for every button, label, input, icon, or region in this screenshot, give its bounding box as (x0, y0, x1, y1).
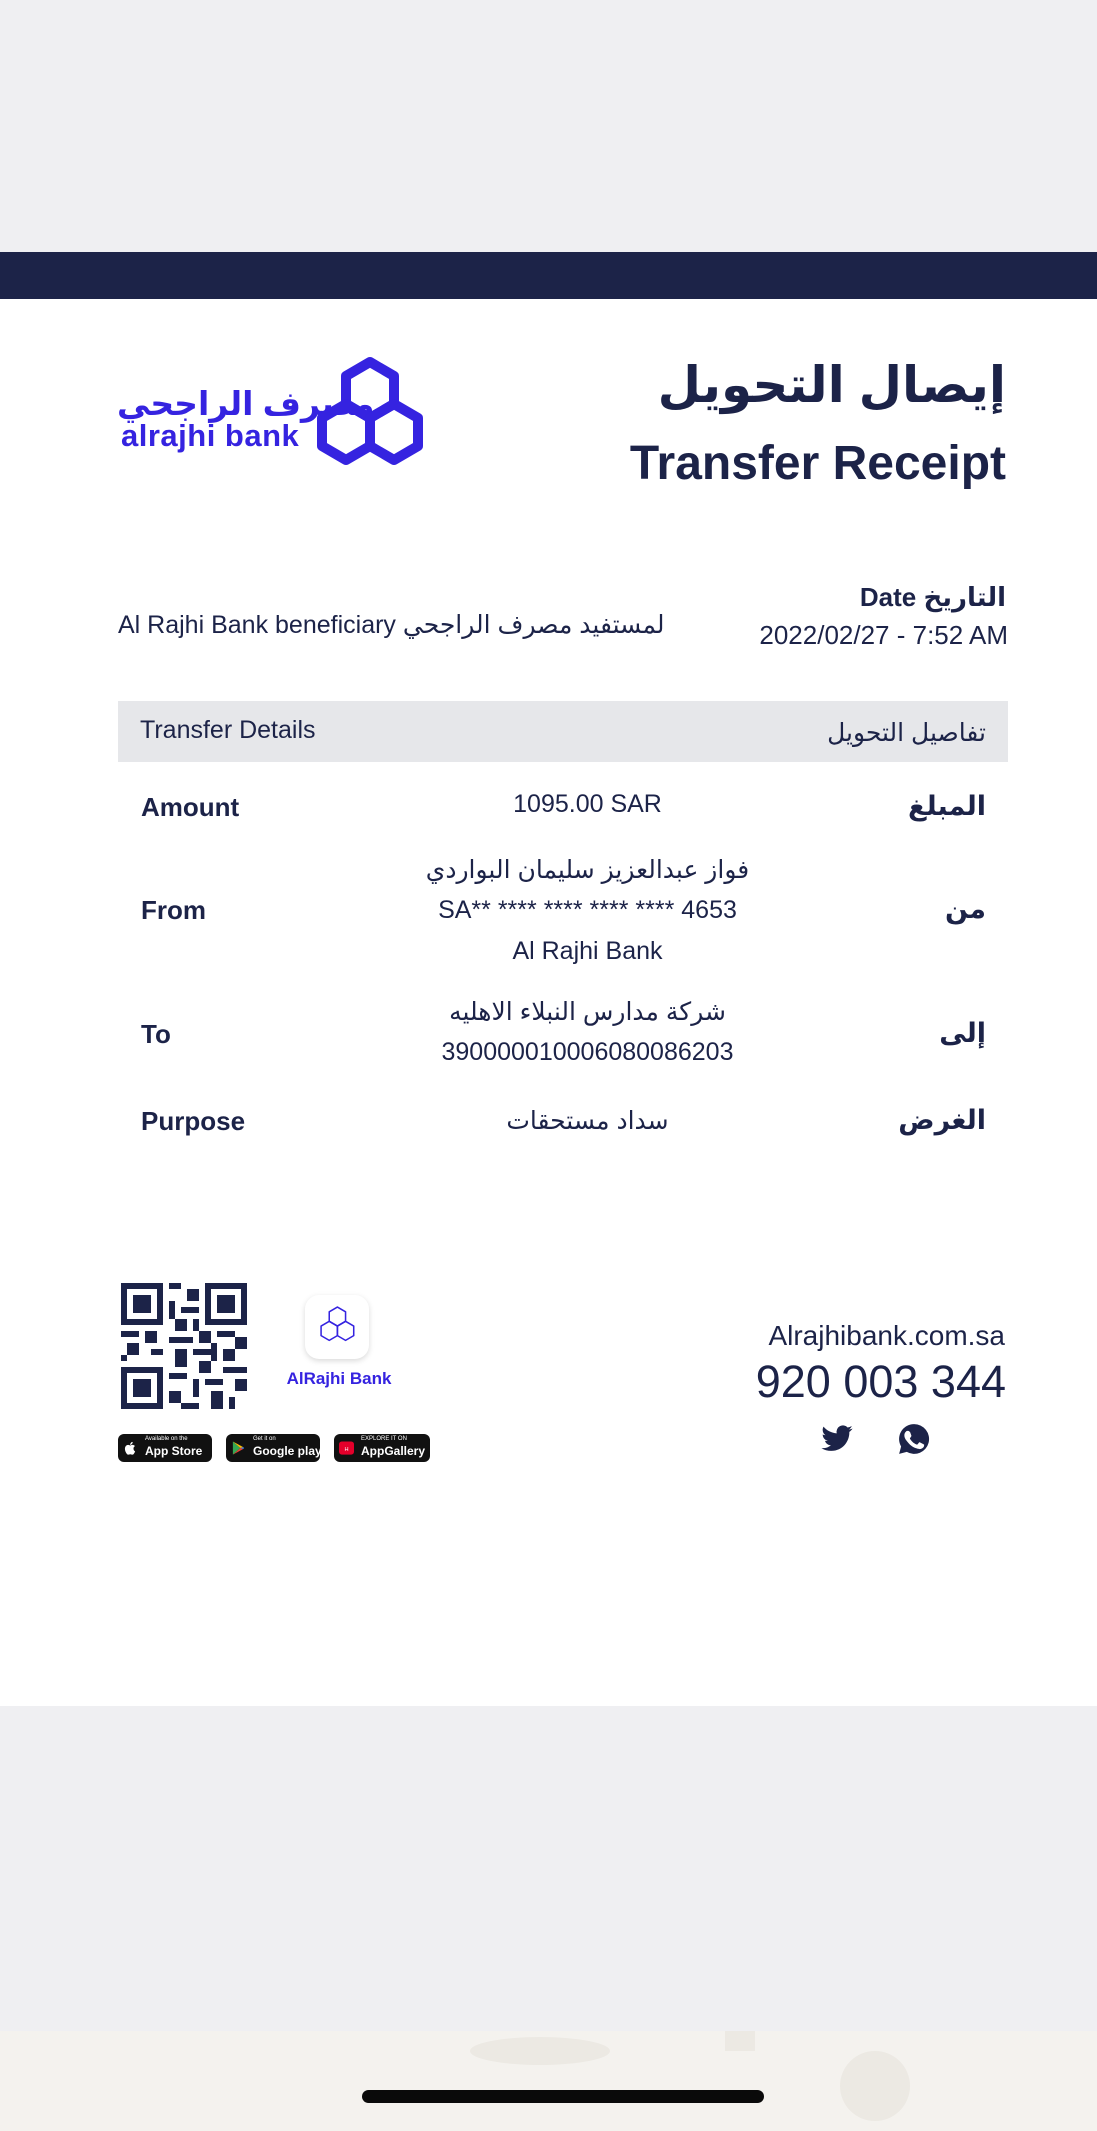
transfer-details-title-english: Transfer Details (140, 716, 316, 744)
amount-label-arabic: المبلغ (908, 791, 986, 821)
apple-icon (123, 1440, 138, 1456)
bank-phone-number[interactable]: 920 003 344 (755, 1356, 1006, 1407)
app-name-label: AlRajhi Bank (286, 1369, 392, 1388)
receipt-title-arabic: إيصال التحويل (657, 357, 1006, 413)
to-account-number: 390000010006080086203 (441, 1038, 734, 1066)
date-value: 2022/02/27 - 7:52 AM (759, 620, 1008, 650)
alrajhi-app-icon[interactable] (305, 1295, 369, 1359)
receipt-title-english: Transfer Receipt (629, 437, 1006, 490)
google-play-small-text: Get it on (253, 1436, 276, 1442)
alrajhi-logo-icon (310, 356, 430, 470)
purpose-label-arabic: الغرض (898, 1105, 986, 1135)
from-label-arabic: من (944, 894, 986, 924)
google-play-icon (231, 1440, 246, 1456)
bank-website[interactable]: Alrajhibank.com.sa (768, 1320, 1005, 1351)
receipt-top-bar (0, 252, 1097, 299)
home-indicator[interactable] (362, 2090, 764, 2103)
from-label-english: From (141, 895, 206, 925)
from-account-name: فواز عبدالعزيز سليمان البواردي (425, 856, 750, 884)
transfer-details-title-arabic: تفاصيل التحويل (827, 719, 986, 747)
alrajhi-app-logo-icon (305, 1295, 369, 1359)
app-gallery-big-text: AppGallery (361, 1444, 426, 1458)
purpose-label-english: Purpose (141, 1106, 246, 1136)
google-play-badge[interactable] (226, 1434, 320, 1462)
huawei-icon (339, 1440, 354, 1456)
bank-logo-arabic-text: مصرف الراجحي (117, 385, 375, 422)
bank-logo-english-text: alrajhi bank (121, 418, 300, 453)
app-store-big-text: App Store (145, 1444, 203, 1458)
to-beneficiary-name: شركة مدارس النبلاء الاهليه (449, 998, 726, 1026)
date-label: Date التاريخ (859, 582, 1006, 612)
from-bank-name: Al Rajhi Bank (512, 937, 663, 965)
app-store-badge[interactable] (118, 1434, 212, 1462)
amount-label-english: Amount (141, 792, 240, 822)
beneficiary-type: Al Rajhi Bank beneficiary لمستفيد مصرف الراجحي (118, 611, 665, 639)
from-iban: SA** **** **** **** **** 4653 (438, 896, 737, 924)
to-label-arabic: إلى (939, 1018, 986, 1048)
bottom-background-strip (0, 2031, 1097, 2131)
to-label-english: To (141, 1019, 171, 1049)
app-gallery-badge[interactable] (334, 1434, 430, 1462)
amount-value: 1095.00 SAR (513, 790, 662, 818)
purpose-value: سداد مستحقات (506, 1107, 669, 1135)
background-decoration-icon (0, 2031, 1097, 2131)
whatsapp-icon[interactable] (897, 1422, 931, 1456)
app-store-small-text: Available on the (145, 1436, 188, 1442)
qr-code-icon (121, 1283, 247, 1409)
twitter-icon[interactable] (820, 1422, 854, 1456)
svg-text:H: H (344, 1446, 349, 1453)
google-play-big-text: Google play (253, 1444, 322, 1458)
app-gallery-small-text: EXPLORE IT ON (361, 1436, 407, 1442)
